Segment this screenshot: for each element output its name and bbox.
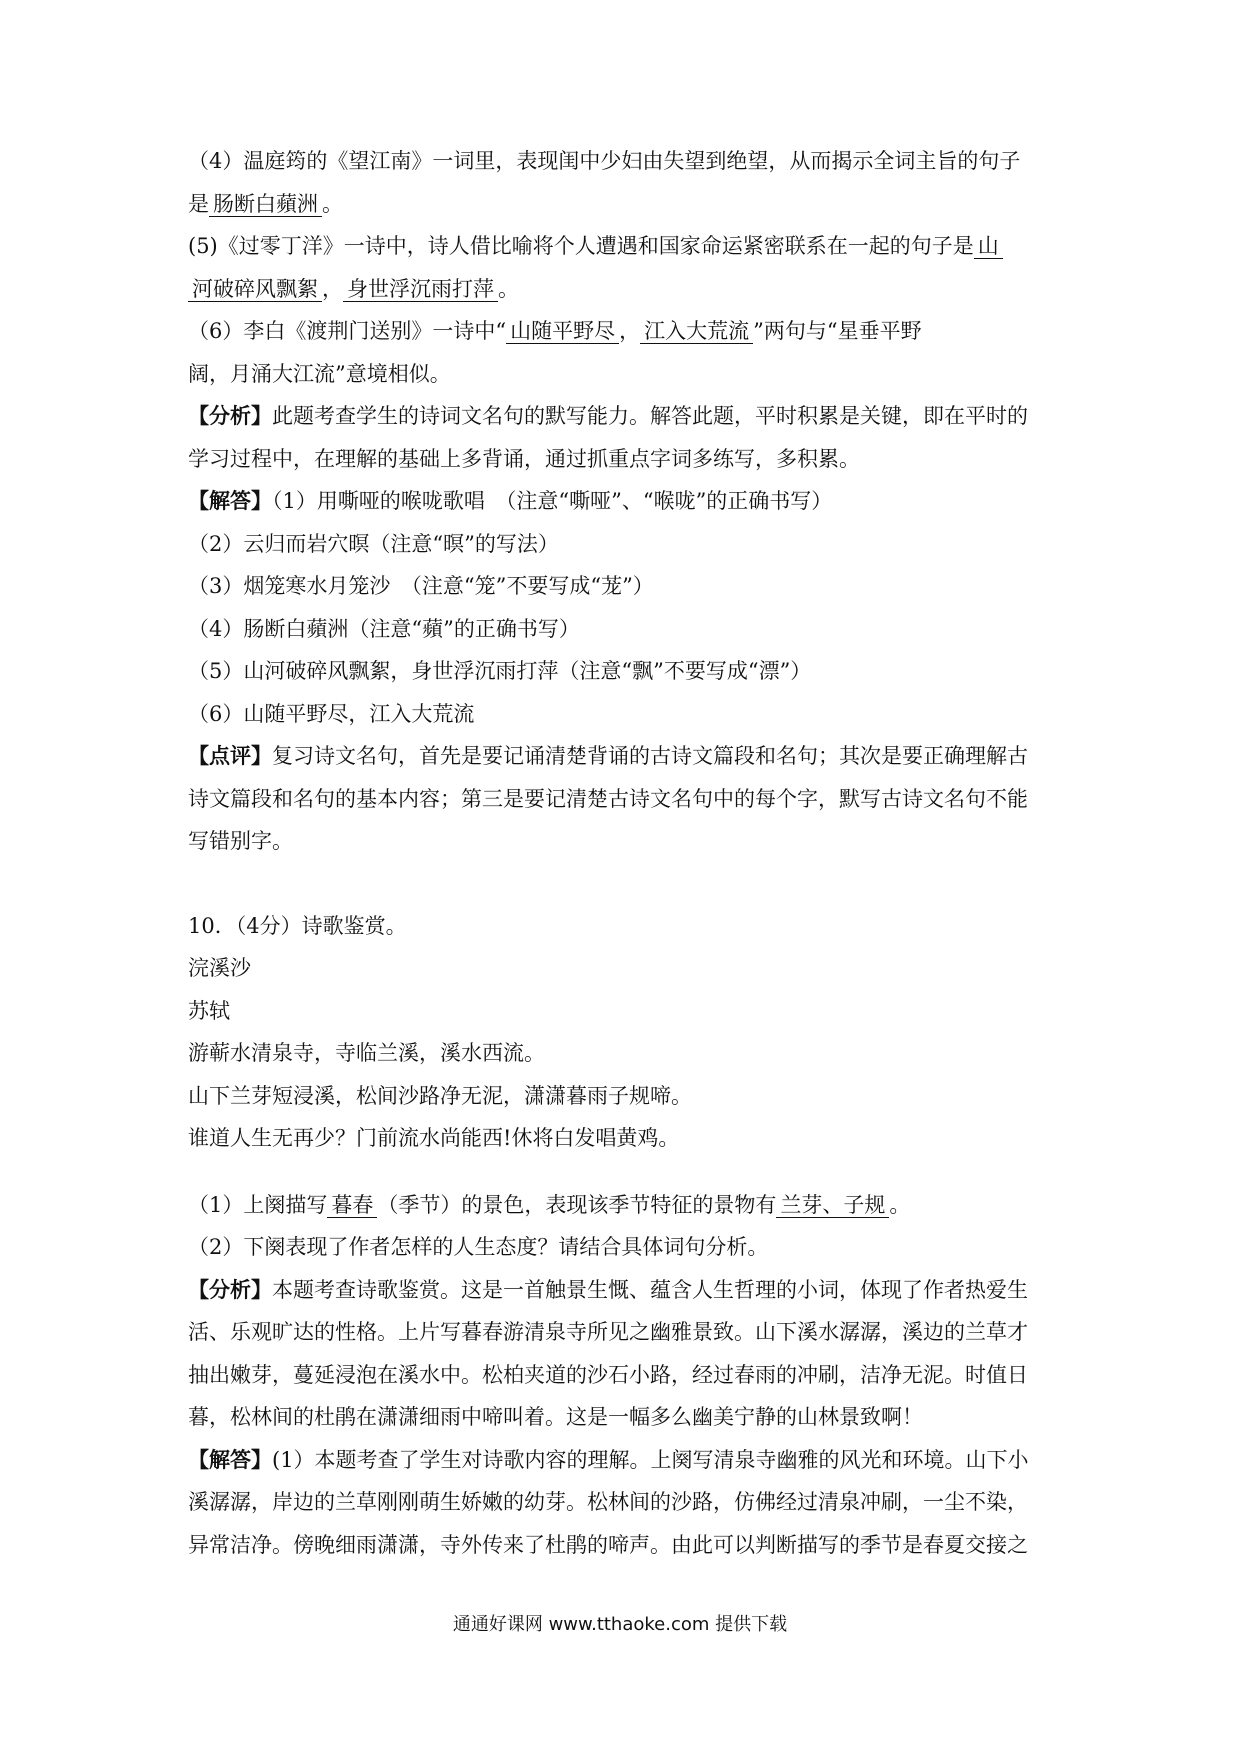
q10-answer-line2: 溪潺潺，岸边的兰草刚刚萌生娇嫩的幼芽。松林间的沙路，仿佛经过清泉冲刷，一尘不染， xyxy=(188,1490,1028,1514)
q9-item5-line2: 河破碎风飘絮 ， 身世浮沉雨打萍 。 xyxy=(188,268,1058,311)
q10-answer-line3: 异常洁净。傍晚细雨潇潇，寺外传来了杜鹃的啼声。由此可以判断描写的季节是春夏交接之 xyxy=(188,1532,1028,1557)
q9-answer-line4: （4）肠断白蘋洲（注意“蘋”的正确书写） xyxy=(188,616,580,641)
comment-label: 【点评】 xyxy=(188,743,272,768)
answer-blank: 河破碎风飘絮 xyxy=(188,277,322,302)
answer-label: 【解答】 xyxy=(188,488,272,513)
poem-author: 苏轼 xyxy=(188,998,230,1023)
q10-analysis-line1: 【分析】本题考查诗歌鉴赏。这是一首触景生慨、蕴含人生哲理的小词，体现了作者热爱生 xyxy=(188,1276,1028,1302)
q9-answer-line2: （2）云归而岩穴暝（注意“暝”的写法） xyxy=(188,531,559,556)
q9-item4-line2: 是 肠断白蘋洲 。 xyxy=(188,191,343,216)
q9-comment-line1: 【点评】复习诗文名句，首先是要记诵清楚背诵的古诗文篇段和名句；其次是要正确理解古 xyxy=(188,743,1028,768)
poem-title: 浣溪沙 xyxy=(188,956,251,980)
answer-blank: 山 xyxy=(974,234,1003,259)
q9-comment-line3: 写错别字。 xyxy=(188,829,293,853)
q9-analysis-line1: 【分析】此题考查学生的诗词文名句的默写能力。解答此题，平时积累是关键，即在平时的 xyxy=(188,403,1028,428)
q10-analysis-line3: 抽出嫩芽，蔓延浸泡在溪水中。松柏夹道的沙石小路，经过春雨的冲刷，洁净无泥。时值日 xyxy=(188,1362,1028,1387)
section-gap xyxy=(188,1160,1058,1184)
q9-answer-line1: 【解答】（1）用嘶哑的喉咙歌唱 （注意“嘶哑”、“喉咙”的正确书写） xyxy=(188,488,833,513)
analysis-label: 【分析】 xyxy=(188,403,272,428)
q9-answer-line5: （5）山河破碎风飘絮，身世浮沉雨打萍（注意“飘”不要写成“漂”） xyxy=(188,659,812,683)
q10-subquestion-2: （2）下阕表现了作者怎样的人生态度？请结合具体词句分析。 xyxy=(188,1235,769,1259)
answer-blank: 暮春 xyxy=(327,1193,377,1218)
poem-line-1: 游蕲水清泉寺，寺临兰溪，溪水西流。 xyxy=(188,1041,545,1065)
q10-answer-line1: 【解答】(1）本题考查了学生对诗歌内容的理解。上阕写清泉寺幽雅的风光和环境。山下小 xyxy=(188,1446,1029,1472)
q9-answer-line3: （3）烟笼寒水月笼沙 （注意“笼”不要写成“茏”） xyxy=(188,574,654,598)
poem-line-3: 谁道人生无再少？门前流水尚能西!休将白发唱黄鸡。 xyxy=(188,1126,680,1150)
q9-item5-line1: (5)《过零丁洋》一诗中，诗人借比喻将个人遭遇和国家命运紧密联系在一起的句子是 山 xyxy=(188,225,1058,268)
q10-header: 10．（4分）诗歌鉴赏。 xyxy=(188,913,407,938)
document-page xyxy=(188,140,1058,1566)
answer-blank: 身世浮沉雨打萍 xyxy=(343,277,498,302)
section-gap xyxy=(188,863,1058,905)
answer-blank: 肠断白蘋洲 xyxy=(209,192,322,217)
q10-analysis-line4: 暮，松林间的杜鹃在潇潇细雨中啼叫着。这是一幅多么幽美宁静的山林景致啊！ xyxy=(188,1405,923,1429)
answer-blank: 兰芽、子规 xyxy=(776,1193,889,1218)
q9-comment-line2: 诗文篇段和名句的基本内容；第三是要记清楚古诗文名句中的每个字，默写古诗文名句不能 xyxy=(188,786,1028,811)
q10-analysis-line2: 活、乐观旷达的性格。上片写暮春游清泉寺所见之幽雅景致。山下溪水潺潺，溪边的兰草才 xyxy=(188,1320,1028,1344)
poem-line-2: 山下兰芽短浸溪，松间沙路净无泥，潇潇暮雨子规啼。 xyxy=(188,1083,692,1108)
analysis-label: 【分析】 xyxy=(188,1276,272,1302)
q9-answer-line6: （6）山随平野尽，江入大荒流 xyxy=(188,701,475,726)
answer-blank: 山随平野尽 xyxy=(506,319,619,344)
q9-item6-line2: 阔，月涌大江流”意境相似。 xyxy=(188,361,451,386)
answer-blank: 江入大荒流 xyxy=(640,319,753,344)
q9-item6-line1: （6）李白《渡荆门送别》一诗中“ 山随平野尽 ， 江入大荒流 ”两句与“星垂平野 xyxy=(188,319,922,343)
answer-label: 【解答】 xyxy=(188,1446,272,1472)
q10-subquestion-1: （1）上阕描写 暮春 （季节）的景色，表现该季节特征的景物有 兰芽、子规 。 xyxy=(188,1192,911,1217)
q9-item4-line1: （4）温庭筠的《望江南》一词里，表现闺中少妇由失望到绝望，从而揭示全词主旨的句子 xyxy=(188,149,1021,173)
page-footer: 通通好课网 www.tthaoke.com 提供下载 xyxy=(452,1614,788,1635)
q9-analysis-line2: 学习过程中，在理解的基础上多背诵，通过抓重点字词多练写，多积累。 xyxy=(188,446,860,471)
